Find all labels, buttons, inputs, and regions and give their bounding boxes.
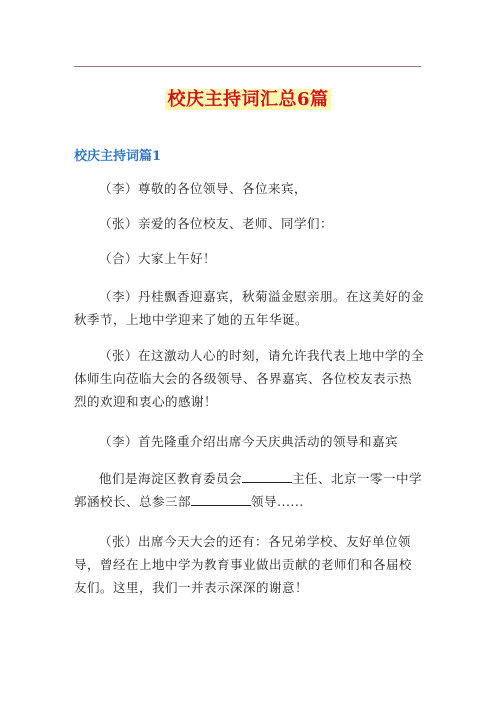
paragraph-greeting-alumni: （张）亲爱的各位校友、老师、同学们： (99, 216, 334, 231)
paragraph-greeting-all: （合）大家上午好！ (99, 251, 217, 266)
guest-list-part-2: 主任、北京一零一中学郭涵校长、总参三部 (74, 471, 423, 509)
header-rule (74, 66, 421, 67)
fill-in-blank (242, 468, 292, 483)
fill-in-blank (191, 491, 251, 506)
document-title (0, 87, 496, 113)
document-title-text: 校庆主持词汇总6篇 (167, 89, 329, 110)
paragraph-opening-li: （李）丹桂飘香迎嘉宾，秋菊溢金慰亲朋。在这美好的金秋季节，上地中学迎来了她的五年华诞。 (74, 289, 425, 327)
paragraph-greeting-leaders: （李）尊敬的各位领导、各位来宾， (99, 181, 308, 196)
paragraph-welcome-zhang: （张）在这激动人心的时刻，请允许我代表上地中学的全体师生向莅临大会的各级领导、各界嘉宾、各位校友表示热烈的欢迎和衷心的感谢！ (74, 348, 425, 409)
paragraph-introduce-guests: （李）首先隆重介绍出席今天庆典活动的领导和嘉宾 (99, 434, 399, 449)
section-heading: 校庆主持词篇1 (74, 149, 162, 164)
paragraph-guest-list (74, 467, 424, 513)
guest-list-part-3: 领导...... (251, 494, 304, 509)
paragraph-other-attendees: （张）出席今天大会的还有：各兄弟学校、友好单位领导，曾经在上地中学为教育事业做出贡献的老师们和各届校友们。这里，我们一并表示深深的谢意！ (74, 534, 413, 595)
guest-list-part-1: 他们是海淀区教育委员会 (99, 471, 243, 486)
